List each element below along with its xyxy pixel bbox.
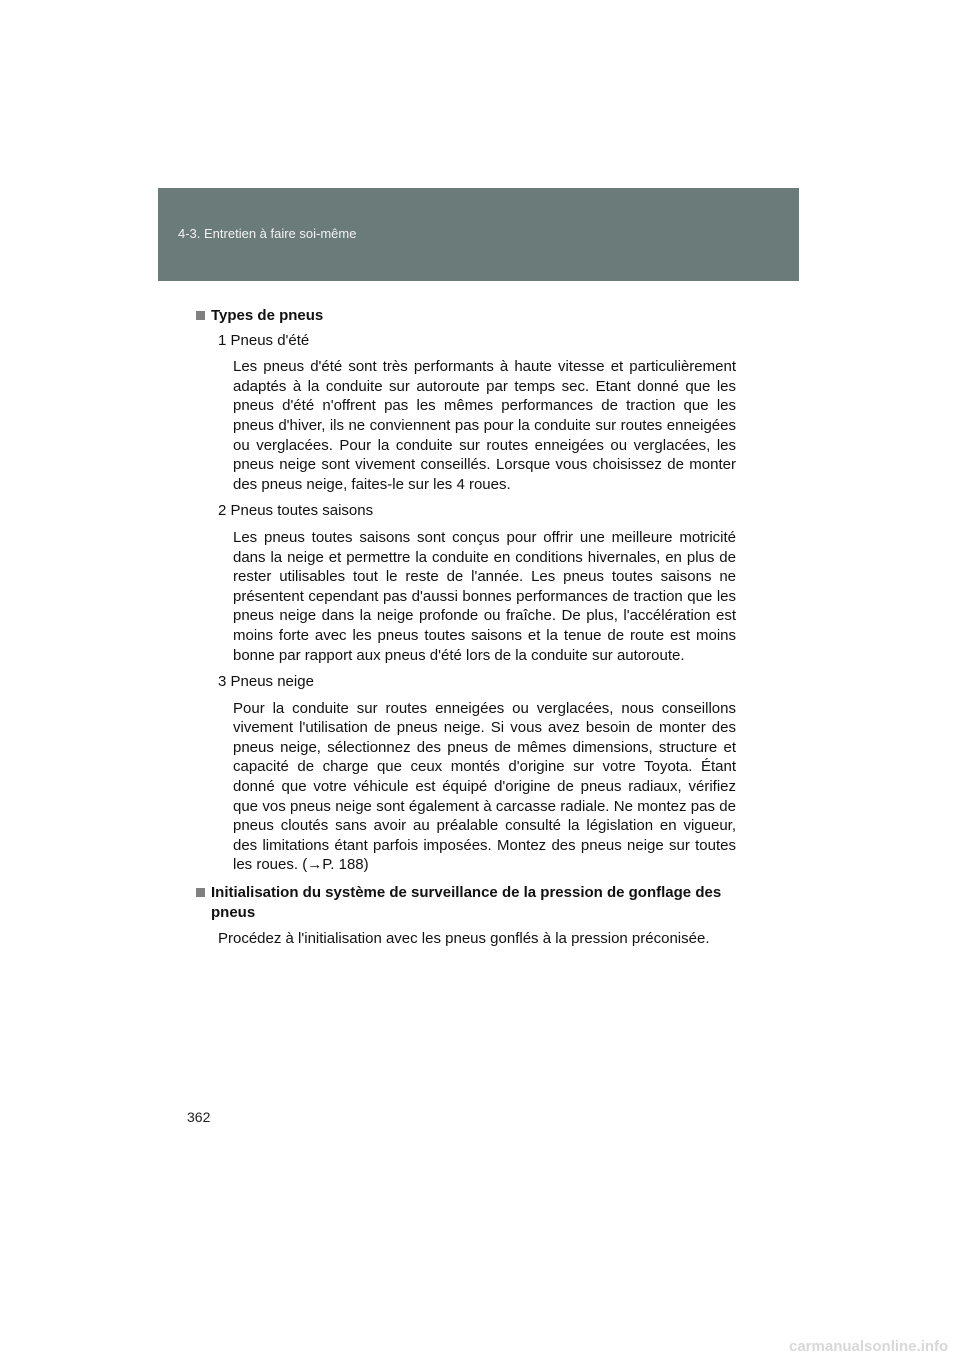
item-title-snow-tires: 3 Pneus neige [218,673,314,691]
watermark: carmanualsonline.info [789,1338,949,1355]
item-title-all-season-tires: 2 Pneus toutes saisons [218,502,374,520]
chapter-header-band [158,188,799,281]
item-body-summer-tires: Les pneus d'été sont très performants à haute vitesse et particulièrement adaptés à la conduite sur autoroute par temps sec. Etant donné que les pneus d'été n'offrent pas les mêmes performances de traction que les pneus d'hiver, ils ne conviennent pas pour la conduite sur routes enneigées ou verglacées. Pour la conduite sur routes enneigées ou verglacées, les pneus neige sont vivement conseillés. Lorsque vous choisissez de monter des pneus neige, faites-le sur les 4 roues. [233,358,736,493]
section-heading-text: Initialisation du système de surveillance de la pression de gonflage des pneus [211,884,722,921]
page-content [196,306,736,949]
section-heading-tpms-init [196,883,736,922]
section-heading-text: Types de pneus [211,307,324,324]
square-bullet-icon [196,888,205,897]
section-heading-tire-types [196,306,736,326]
tpms-init-body: Procédez à l'initialisation avec les pneus gonflés à la pression préconisée. [218,930,710,948]
square-bullet-icon [196,311,205,320]
section-label: 4-3. Entretien à faire soi-même [178,226,357,241]
page-number: 362 [187,1109,211,1125]
item-body-snow-tires: Pour la conduite sur routes enneigées ou verglacées, nous conseillons vivement l'utilisation de pneus neige. Si vous avez besoin de monter des pneus neige, sélectionnez des pneus de mêmes dimensions, structure et capacité de charge que ceux montés d'origine sur votre Toyota. Étant donné que votre véhicule est équipé d'origine de pneus radiaux, vérifiez que vos pneus neige sont également à carcasse radiale. Ne montez pas de pneus cloutés sans avoir au préalable consulté la législation en vigueur, des limitations étant parfois imposées. Montez des pneus neige sur toutes les roues. (→P. 188) [233,699,736,874]
item-title-summer-tires: 1 Pneus d'été [218,331,310,349]
item-body-all-season-tires: Les pneus toutes saisons sont conçus pour offrir une meilleure motricité dans la neige et permettre la conduite en conditions hivernales, en plus de rester utilisables tout le reste de l'année. Les pneus toutes saisons ne présentent cependant pas d'aussi bonnes performances de traction que les pneus neige dans la neige profonde ou fraîche. De plus, l'accélération est moins forte avec les pneus toutes saisons et la tenue de route est moins bonne par rapport aux pneus d'été lors de la conduite sur autoroute. [233,528,736,664]
